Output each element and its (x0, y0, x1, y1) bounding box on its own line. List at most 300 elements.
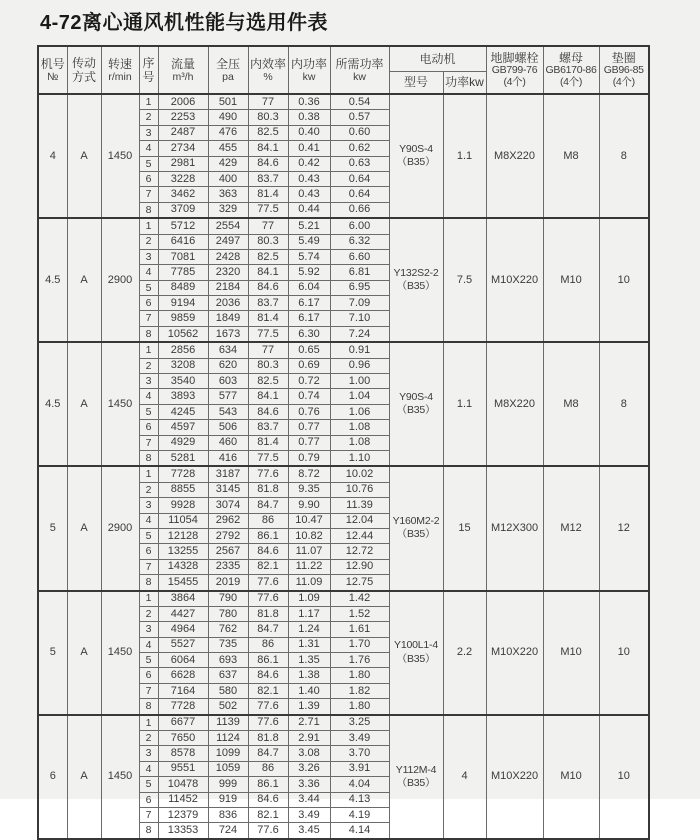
pressure-cell: 2962 (208, 513, 248, 528)
power-cell: 0.44 (288, 202, 330, 218)
fan-no-cell: 4 (38, 94, 67, 218)
pressure-cell: 2036 (208, 296, 248, 311)
pressure-cell: 400 (208, 171, 248, 186)
required-power-cell: 1.42 (330, 591, 389, 607)
required-power-cell: 4.13 (330, 792, 389, 807)
pressure-cell: 603 (208, 374, 248, 389)
efficiency-cell: 84.7 (248, 746, 288, 761)
motor-power-cell: 4 (443, 715, 486, 839)
flow-cell: 8489 (158, 280, 208, 295)
flow-cell: 6064 (158, 653, 208, 668)
pressure-cell: 3187 (208, 466, 248, 482)
efficiency-cell: 84.6 (248, 792, 288, 807)
power-cell: 10.47 (288, 513, 330, 528)
power-cell: 0.69 (288, 358, 330, 373)
flow-cell: 7728 (158, 466, 208, 482)
efficiency-cell: 86 (248, 513, 288, 528)
seq-cell: 4 (139, 265, 158, 280)
seq-cell: 1 (139, 591, 158, 607)
required-power-cell: 7.10 (330, 311, 389, 326)
required-power-cell: 0.96 (330, 358, 389, 373)
power-cell: 0.72 (288, 374, 330, 389)
efficiency-cell: 80.3 (248, 358, 288, 373)
col-header-motor-power: 功率kw (443, 71, 486, 94)
power-cell: 6.30 (288, 326, 330, 342)
required-power-cell: 12.44 (330, 528, 389, 543)
seq-cell: 3 (139, 249, 158, 264)
power-cell: 2.91 (288, 731, 330, 746)
washer-cell: 12 (599, 466, 649, 590)
pressure-cell: 2320 (208, 265, 248, 280)
efficiency-cell: 82.1 (248, 559, 288, 574)
efficiency-cell: 84.6 (248, 156, 288, 171)
required-power-cell: 6.60 (330, 249, 389, 264)
seq-cell: 2 (139, 110, 158, 125)
required-power-cell: 0.66 (330, 202, 389, 218)
required-power-cell: 1.61 (330, 622, 389, 637)
required-power-cell: 12.75 (330, 575, 389, 591)
drive-cell: A (67, 466, 101, 590)
seq-cell: 7 (139, 311, 158, 326)
efficiency-cell: 84.7 (248, 622, 288, 637)
efficiency-cell: 77.6 (248, 715, 288, 731)
required-power-cell: 6.32 (330, 234, 389, 249)
power-cell: 10.82 (288, 528, 330, 543)
power-cell: 6.17 (288, 296, 330, 311)
power-cell: 3.08 (288, 746, 330, 761)
power-cell: 3.44 (288, 792, 330, 807)
flow-cell: 10562 (158, 326, 208, 342)
flow-cell: 2981 (158, 156, 208, 171)
flow-cell: 7785 (158, 265, 208, 280)
power-cell: 0.41 (288, 141, 330, 156)
required-power-cell: 10.76 (330, 482, 389, 497)
required-power-cell: 4.14 (330, 823, 389, 839)
power-cell: 9.35 (288, 482, 330, 497)
power-cell: 1.31 (288, 637, 330, 652)
motor-frame-text: （B35） (396, 776, 436, 789)
motor-model-text: Y160M2-2 (392, 515, 440, 528)
flow-cell: 3208 (158, 358, 208, 373)
efficiency-cell: 86.1 (248, 528, 288, 543)
pressure-cell: 2019 (208, 575, 248, 591)
washer-cell: 8 (599, 94, 649, 218)
washer-cell: 10 (599, 715, 649, 839)
power-cell: 0.42 (288, 156, 330, 171)
flow-cell: 2487 (158, 125, 208, 140)
required-power-cell: 3.25 (330, 715, 389, 731)
motor-frame-text: （B35） (396, 156, 436, 169)
seq-cell: 5 (139, 156, 158, 171)
pressure-cell: 502 (208, 699, 248, 715)
washer-cell: 10 (599, 218, 649, 342)
col-header-fan-no: 机号 № (38, 46, 67, 94)
pressure-cell: 490 (208, 110, 248, 125)
pressure-cell: 455 (208, 141, 248, 156)
flow-cell: 6628 (158, 668, 208, 683)
seq-cell: 3 (139, 746, 158, 761)
anchor-bolt-cell: M8X220 (486, 94, 543, 218)
seq-cell: 6 (139, 544, 158, 559)
seq-cell: 7 (139, 683, 158, 698)
seq-cell: 1 (139, 715, 158, 731)
motor-model-cell (389, 591, 443, 715)
nut-cell: M10 (543, 591, 599, 715)
flow-cell: 3228 (158, 171, 208, 186)
flow-cell: 11452 (158, 792, 208, 807)
required-power-cell: 1.08 (330, 435, 389, 450)
required-power-cell: 1.76 (330, 653, 389, 668)
power-cell: 5.74 (288, 249, 330, 264)
seq-cell: 3 (139, 622, 158, 637)
pressure-cell: 329 (208, 202, 248, 218)
power-cell: 0.43 (288, 187, 330, 202)
table-row (38, 94, 649, 110)
pressure-cell: 634 (208, 342, 248, 358)
required-power-cell: 6.81 (330, 265, 389, 280)
efficiency-cell: 80.3 (248, 110, 288, 125)
efficiency-cell: 77.6 (248, 466, 288, 482)
nut-cell: M12 (543, 466, 599, 590)
efficiency-cell: 81.4 (248, 187, 288, 202)
efficiency-cell: 84.6 (248, 668, 288, 683)
efficiency-cell: 82.5 (248, 374, 288, 389)
efficiency-cell: 77.6 (248, 699, 288, 715)
nut-cell: M10 (543, 218, 599, 342)
power-cell: 1.38 (288, 668, 330, 683)
col-header-motor-model: 型号 (389, 71, 443, 94)
pressure-cell: 999 (208, 777, 248, 792)
drive-cell: A (67, 94, 101, 218)
efficiency-cell: 83.7 (248, 171, 288, 186)
flow-cell: 14328 (158, 559, 208, 574)
power-cell: 2.71 (288, 715, 330, 731)
seq-cell: 2 (139, 234, 158, 249)
pressure-cell: 501 (208, 94, 248, 110)
flow-cell: 6416 (158, 234, 208, 249)
efficiency-cell: 81.8 (248, 731, 288, 746)
required-power-cell: 1.82 (330, 683, 389, 698)
required-power-cell: 6.00 (330, 218, 389, 234)
seq-cell: 2 (139, 731, 158, 746)
motor-model-text: Y132S2-2 (393, 267, 439, 280)
flow-cell: 9928 (158, 498, 208, 513)
required-power-cell: 10.02 (330, 466, 389, 482)
col-header-anchor-bolt: 地脚螺栓 GB799-76 (4个) (486, 46, 543, 94)
pressure-cell: 762 (208, 622, 248, 637)
pressure-cell: 543 (208, 404, 248, 419)
seq-cell: 2 (139, 358, 158, 373)
motor-frame-text: （B35） (396, 404, 436, 417)
table-body (38, 94, 649, 839)
flow-cell: 8578 (158, 746, 208, 761)
flow-cell: 12128 (158, 528, 208, 543)
pressure-cell: 1673 (208, 326, 248, 342)
power-cell: 8.72 (288, 466, 330, 482)
required-power-cell: 0.64 (330, 187, 389, 202)
required-power-cell: 1.10 (330, 450, 389, 466)
seq-cell: 5 (139, 528, 158, 543)
power-cell: 9.90 (288, 498, 330, 513)
motor-power-cell: 1.1 (443, 342, 486, 466)
flow-cell: 9551 (158, 761, 208, 776)
required-power-cell: 1.08 (330, 420, 389, 435)
required-power-cell: 4.19 (330, 807, 389, 822)
pressure-cell: 1059 (208, 761, 248, 776)
flow-cell: 7164 (158, 683, 208, 698)
flow-cell: 9859 (158, 311, 208, 326)
seq-cell: 4 (139, 637, 158, 652)
required-power-cell: 1.04 (330, 389, 389, 404)
efficiency-cell: 77.6 (248, 823, 288, 839)
required-power-cell: 1.80 (330, 699, 389, 715)
seq-cell: 3 (139, 374, 158, 389)
power-cell: 1.39 (288, 699, 330, 715)
power-cell: 11.07 (288, 544, 330, 559)
anchor-bolt-cell: M10X220 (486, 591, 543, 715)
efficiency-cell: 82.1 (248, 807, 288, 822)
motor-power-cell: 15 (443, 466, 486, 590)
nut-cell: M10 (543, 715, 599, 839)
flow-cell: 2734 (158, 141, 208, 156)
pressure-cell: 3145 (208, 482, 248, 497)
efficiency-cell: 77 (248, 342, 288, 358)
fan-no-cell: 5 (38, 466, 67, 590)
motor-power-cell: 1.1 (443, 94, 486, 218)
efficiency-cell: 77.6 (248, 591, 288, 607)
required-power-cell: 0.54 (330, 94, 389, 110)
anchor-bolt-cell: M10X220 (486, 715, 543, 839)
required-power-cell: 3.70 (330, 746, 389, 761)
seq-cell: 4 (139, 513, 158, 528)
efficiency-cell: 86.1 (248, 653, 288, 668)
motor-frame-text: （B35） (396, 528, 436, 541)
motor-model-cell (389, 218, 443, 342)
required-power-cell: 3.49 (330, 731, 389, 746)
required-power-cell: 7.09 (330, 296, 389, 311)
seq-cell: 1 (139, 342, 158, 358)
drive-cell: A (67, 218, 101, 342)
col-header-seq: 序 号 (139, 46, 158, 94)
col-header-washer: 垫圈 GB96-85 (4个) (599, 46, 649, 94)
col-header-drive: 传动 方式 (67, 46, 101, 94)
fan-no-cell: 4.5 (38, 342, 67, 466)
power-cell: 0.79 (288, 450, 330, 466)
seq-cell: 3 (139, 498, 158, 513)
table-row (38, 591, 649, 607)
seq-cell: 2 (139, 606, 158, 621)
pressure-cell: 790 (208, 591, 248, 607)
motor-model-cell (389, 715, 443, 839)
power-cell: 11.22 (288, 559, 330, 574)
speed-cell: 1450 (101, 591, 139, 715)
power-cell: 5.21 (288, 218, 330, 234)
pressure-cell: 476 (208, 125, 248, 140)
flow-cell: 13353 (158, 823, 208, 839)
pressure-cell: 429 (208, 156, 248, 171)
flow-cell: 9194 (158, 296, 208, 311)
required-power-cell: 1.70 (330, 637, 389, 652)
required-power-cell: 0.60 (330, 125, 389, 140)
efficiency-cell: 86.1 (248, 777, 288, 792)
nut-cell: M8 (543, 342, 599, 466)
col-header-speed: 转速 r/min (101, 46, 139, 94)
required-power-cell: 0.63 (330, 156, 389, 171)
motor-power-cell: 7.5 (443, 218, 486, 342)
fan-no-cell: 4.5 (38, 218, 67, 342)
pressure-cell: 836 (208, 807, 248, 822)
efficiency-cell: 81.8 (248, 482, 288, 497)
pressure-cell: 1849 (208, 311, 248, 326)
power-cell: 6.17 (288, 311, 330, 326)
flow-cell: 7081 (158, 249, 208, 264)
required-power-cell: 1.06 (330, 404, 389, 419)
speed-cell: 1450 (101, 342, 139, 466)
seq-cell: 5 (139, 280, 158, 295)
required-power-cell: 12.72 (330, 544, 389, 559)
pressure-cell: 2335 (208, 559, 248, 574)
seq-cell: 5 (139, 653, 158, 668)
required-power-cell: 3.91 (330, 761, 389, 776)
required-power-cell: 0.91 (330, 342, 389, 358)
seq-cell: 8 (139, 326, 158, 342)
seq-cell: 2 (139, 482, 158, 497)
power-cell: 11.09 (288, 575, 330, 591)
seq-cell: 1 (139, 218, 158, 234)
pressure-cell: 2792 (208, 528, 248, 543)
table-row (38, 466, 649, 482)
efficiency-cell: 82.1 (248, 683, 288, 698)
flow-cell: 6677 (158, 715, 208, 731)
flow-cell: 3893 (158, 389, 208, 404)
motor-power-cell: 2.2 (443, 591, 486, 715)
seq-cell: 5 (139, 404, 158, 419)
seq-cell: 1 (139, 94, 158, 110)
motor-model-text: Y112M-4 (395, 763, 437, 776)
efficiency-cell: 86 (248, 761, 288, 776)
required-power-cell: 11.39 (330, 498, 389, 513)
power-cell: 0.77 (288, 435, 330, 450)
fan-no-cell: 5 (38, 591, 67, 715)
speed-cell: 1450 (101, 715, 139, 839)
pressure-cell: 460 (208, 435, 248, 450)
seq-cell: 8 (139, 202, 158, 218)
col-header-power: 内功率 kw (288, 46, 330, 94)
seq-cell: 4 (139, 141, 158, 156)
pressure-cell: 919 (208, 792, 248, 807)
speed-cell: 2900 (101, 218, 139, 342)
efficiency-cell: 84.1 (248, 141, 288, 156)
seq-cell: 6 (139, 668, 158, 683)
flow-cell: 12379 (158, 807, 208, 822)
pressure-cell: 416 (208, 450, 248, 466)
nut-cell: M8 (543, 94, 599, 218)
pressure-cell: 735 (208, 637, 248, 652)
power-cell: 3.26 (288, 761, 330, 776)
power-cell: 3.36 (288, 777, 330, 792)
pressure-cell: 2428 (208, 249, 248, 264)
pressure-cell: 724 (208, 823, 248, 839)
motor-frame-text: （B35） (396, 280, 436, 293)
required-power-cell: 12.90 (330, 559, 389, 574)
flow-cell: 4597 (158, 420, 208, 435)
efficiency-cell: 77.5 (248, 450, 288, 466)
efficiency-cell: 84.1 (248, 265, 288, 280)
power-cell: 5.92 (288, 265, 330, 280)
table-row (38, 715, 649, 731)
flow-cell: 3709 (158, 202, 208, 218)
fan-performance-table (37, 45, 650, 840)
pressure-cell: 363 (208, 187, 248, 202)
efficiency-cell: 86 (248, 637, 288, 652)
page-title: 4-72离心通风机性能与选用件表 (40, 12, 329, 34)
pressure-cell: 577 (208, 389, 248, 404)
pressure-cell: 780 (208, 606, 248, 621)
flow-cell: 13255 (158, 544, 208, 559)
col-header-flow: 流量 m³/h (158, 46, 208, 94)
flow-cell: 4427 (158, 606, 208, 621)
flow-cell: 3462 (158, 187, 208, 202)
col-header-required-power: 所需功率 kw (330, 46, 389, 94)
efficiency-cell: 81.4 (248, 311, 288, 326)
pressure-cell: 637 (208, 668, 248, 683)
table-row (38, 218, 649, 234)
seq-cell: 8 (139, 699, 158, 715)
efficiency-cell: 82.5 (248, 249, 288, 264)
flow-cell: 2856 (158, 342, 208, 358)
col-header-pressure: 全压 pa (208, 46, 248, 94)
motor-model-text: Y100L1-4 (394, 639, 438, 652)
anchor-bolt-cell: M8X220 (486, 342, 543, 466)
flow-cell: 7728 (158, 699, 208, 715)
speed-cell: 1450 (101, 94, 139, 218)
efficiency-cell: 77 (248, 94, 288, 110)
efficiency-cell: 84.6 (248, 280, 288, 295)
pressure-cell: 693 (208, 653, 248, 668)
power-cell: 0.38 (288, 110, 330, 125)
seq-cell: 4 (139, 389, 158, 404)
fan-no-cell: 6 (38, 715, 67, 839)
power-cell: 1.24 (288, 622, 330, 637)
washer-cell: 10 (599, 591, 649, 715)
motor-model-cell (389, 94, 443, 218)
power-cell: 0.76 (288, 404, 330, 419)
flow-cell: 4929 (158, 435, 208, 450)
efficiency-cell: 77.6 (248, 575, 288, 591)
motor-model-cell (389, 342, 443, 466)
power-cell: 1.40 (288, 683, 330, 698)
required-power-cell: 1.80 (330, 668, 389, 683)
pressure-cell: 2567 (208, 544, 248, 559)
efficiency-cell: 80.3 (248, 234, 288, 249)
speed-cell: 2900 (101, 466, 139, 590)
col-header-motor-group: 电动机 (389, 46, 486, 71)
power-cell: 0.74 (288, 389, 330, 404)
pressure-cell: 1124 (208, 731, 248, 746)
efficiency-cell: 81.4 (248, 435, 288, 450)
col-header-nut: 螺母 GB6170-86 (4个) (543, 46, 599, 94)
seq-cell: 5 (139, 777, 158, 792)
anchor-bolt-cell: M12X300 (486, 466, 543, 590)
efficiency-cell: 84.6 (248, 544, 288, 559)
pressure-cell: 2554 (208, 218, 248, 234)
flow-cell: 3540 (158, 374, 208, 389)
required-power-cell: 1.00 (330, 374, 389, 389)
flow-cell: 5527 (158, 637, 208, 652)
pressure-cell: 620 (208, 358, 248, 373)
pressure-cell: 2184 (208, 280, 248, 295)
motor-model-text: Y90S-4 (399, 391, 433, 404)
